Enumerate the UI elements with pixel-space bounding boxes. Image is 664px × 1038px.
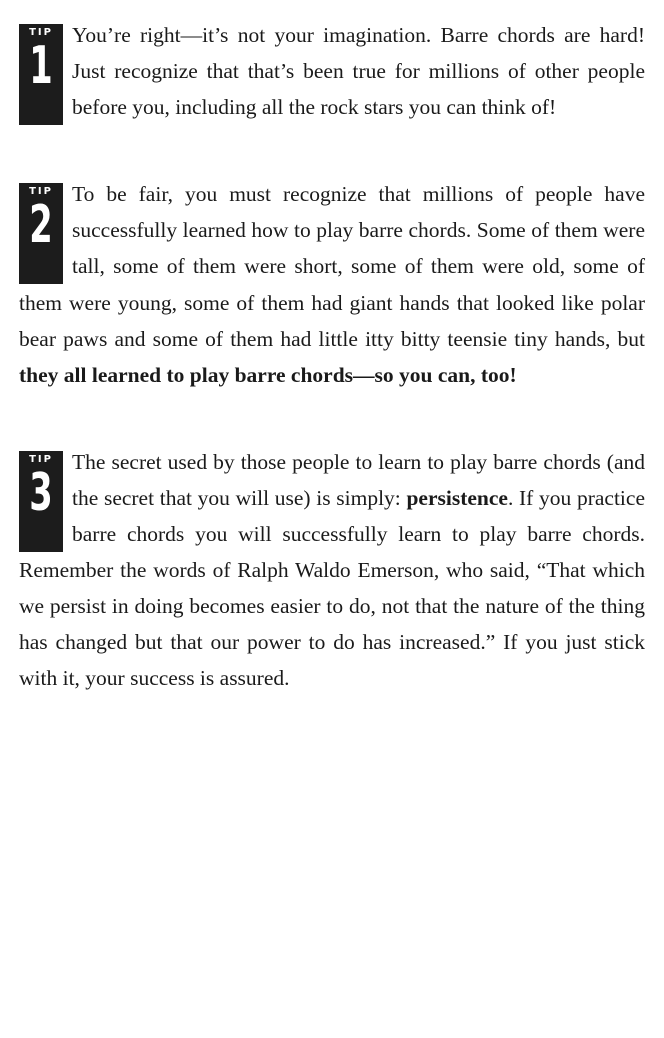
tip-2-text-bold: they all learned to play barre chords—so you can, too! bbox=[19, 362, 517, 387]
tip-number: 3 bbox=[29, 462, 53, 523]
tip-2 bbox=[19, 176, 645, 393]
tips-page bbox=[19, 17, 645, 697]
tip-badge-label: TIP bbox=[29, 186, 53, 198]
tip-badge-label: TIP bbox=[29, 27, 53, 38]
tip-2-badge bbox=[19, 183, 63, 284]
tip-2-text bbox=[19, 182, 645, 386]
tip-3-text-bold: persistence bbox=[406, 485, 508, 510]
tip-3-badge bbox=[19, 451, 63, 552]
tip-2-text-plain: To be fair, you must recognize that millions of people have successfully learned how to play barre chords. Some of them were tall, some of them were short, some of them were old, some of them were young, some of them had giant hands that looked like polar bear paws and some of them had little itty bitty teensie tiny hands, but bbox=[19, 182, 645, 351]
tip-number: 1 bbox=[29, 36, 53, 96]
tip-badge-label: TIP bbox=[29, 453, 53, 465]
tip-3-text-before: The secret used by those people to learn to play barre chords (and the secret that you will use) is simply: bbox=[72, 449, 645, 510]
tip-1-text: You’re right—it’s not your imagination. Barre chords are hard! Just recognize that that’s been true for millions of other people before you, including all the rock stars you can think of! bbox=[72, 23, 645, 120]
tip-1-badge bbox=[19, 24, 63, 125]
tip-3-text-after: . If you practice barre chords you will successfully learn to play barre chords. Remember the words of Ralph Waldo Emerson, who said, “That which we persist in doing becomes easier to do, not that the nature of the thing has changed but that our power to do has increased.” If you just stick with it, your success is assured. bbox=[19, 485, 645, 691]
tip-3 bbox=[19, 444, 645, 697]
tip-1 bbox=[19, 17, 645, 125]
tip-3-text bbox=[19, 450, 645, 691]
tip-number: 2 bbox=[29, 195, 53, 256]
